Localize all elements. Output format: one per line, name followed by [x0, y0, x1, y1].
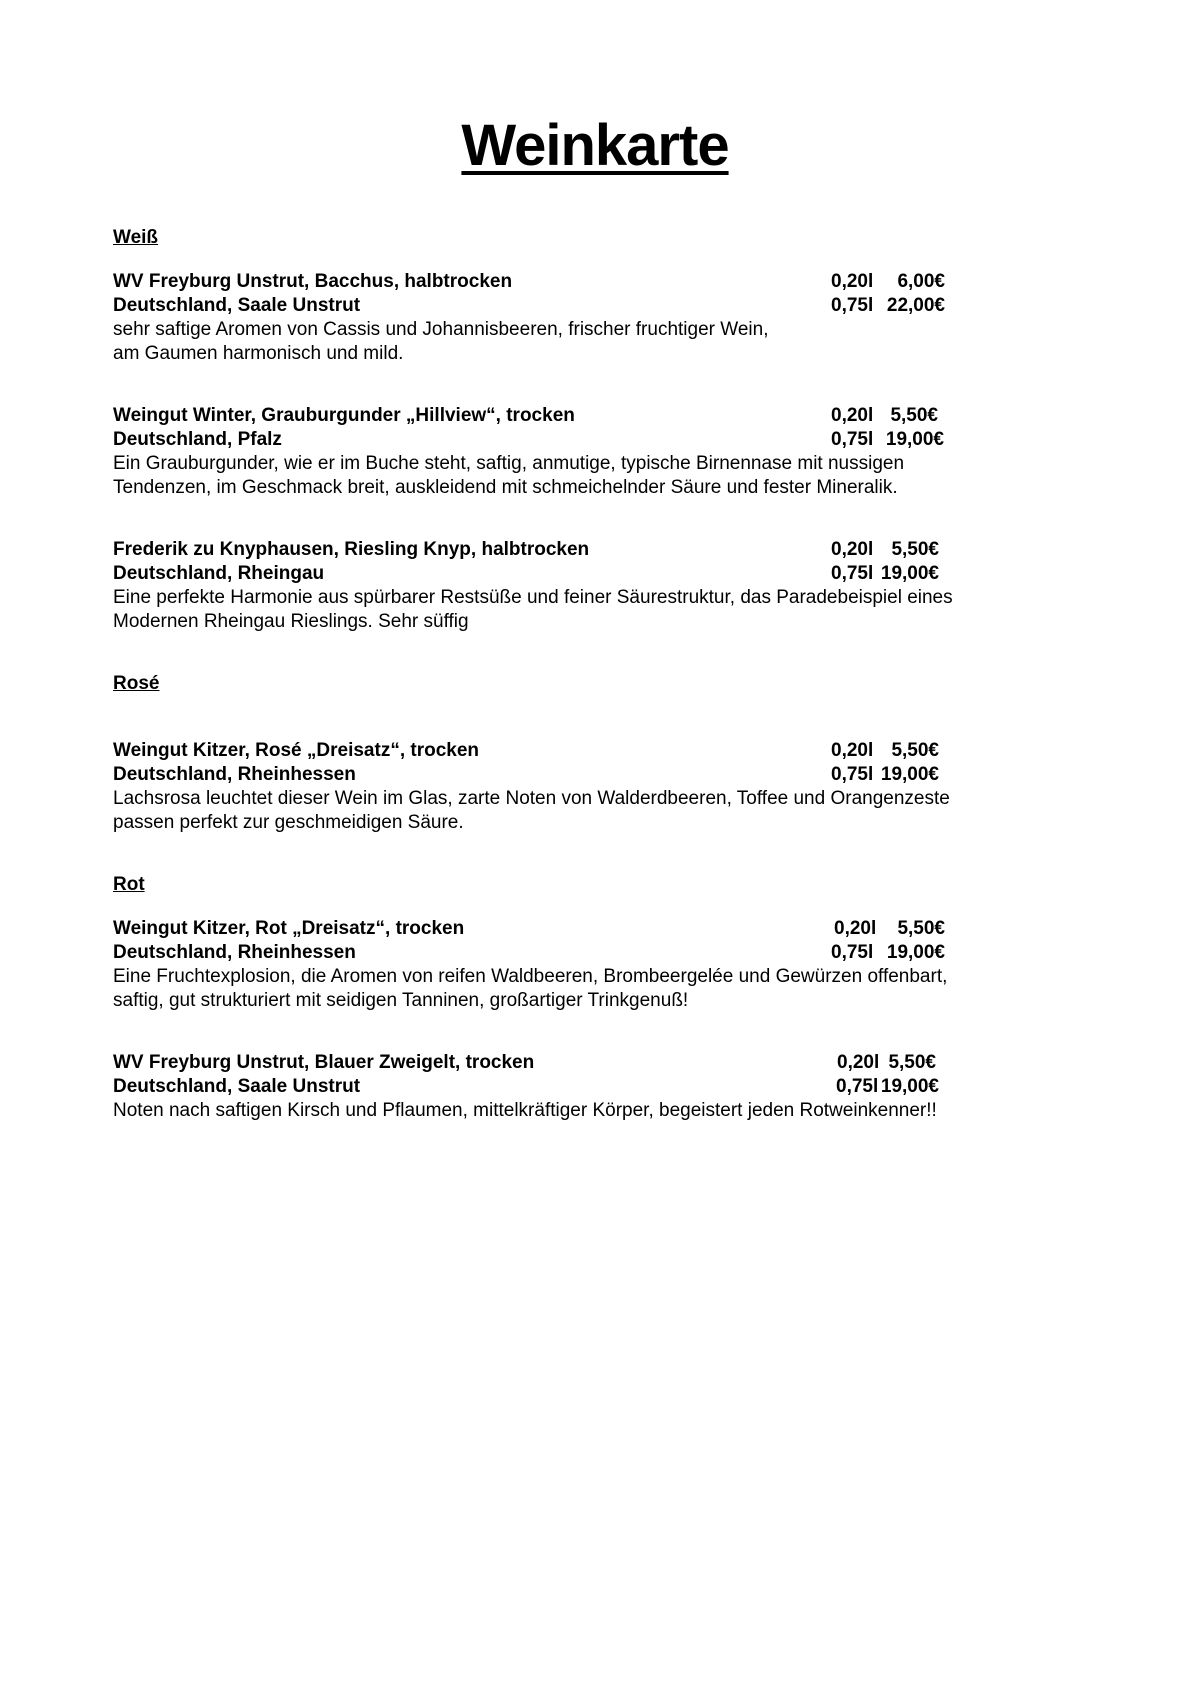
wine-description-line: saftig, gut strukturiert mit seidigen Tanninen, großartiger Trinkgenuß! [113, 990, 689, 1011]
section-title-weiss: Weiß [113, 227, 159, 248]
wine-name-row [113, 538, 1033, 562]
wine-entry [113, 739, 1033, 835]
price-large: 19,00€ [885, 429, 944, 450]
wine-origin-row [113, 294, 1033, 318]
volume-small: 0,20l [837, 1052, 880, 1073]
price-small: 6,00€ [897, 271, 945, 292]
wine-name-row [113, 739, 1033, 763]
price-large: 19,00€ [886, 942, 945, 963]
wine-origin-row [113, 1075, 1033, 1099]
wine-entry [113, 1051, 1033, 1123]
wine-description-line: Eine perfekte Harmonie aus spürbarer Restsüße und feiner Säurestruktur, das Paradebeispiel eines [113, 587, 953, 608]
wine-name: WV Freyburg Unstrut, Blauer Zweigelt, trocken [113, 1052, 535, 1073]
wine-name-row [113, 1051, 1033, 1075]
wine-name-row [113, 270, 1033, 294]
volume-large: 0,75l [831, 295, 874, 316]
wine-name: Frederik zu Knyphausen, Riesling Knyp, halbtrocken [113, 539, 590, 560]
volume-large: 0,75l [831, 764, 874, 785]
wine-name: Weingut Kitzer, Rot „Dreisatz“, trocken [113, 918, 465, 939]
price-small: 5,50€ [891, 539, 939, 560]
wine-origin-row [113, 562, 1033, 586]
wine-description-line: passen perfekt zur geschmeidigen Säure. [113, 812, 464, 833]
wine-origin: Deutschland, Rheinhessen [113, 942, 356, 963]
section-title-rose: Rosé [113, 673, 160, 694]
price-small: 5,50€ [890, 405, 938, 426]
volume-large: 0,75l [831, 942, 874, 963]
wine-description-line: Modernen Rheingau Rieslings. Sehr süffig [113, 611, 469, 632]
price-small: 5,50€ [897, 918, 945, 939]
wine-entry [113, 917, 1033, 1013]
price-large: 19,00€ [880, 764, 939, 785]
volume-small: 0,20l [831, 271, 874, 292]
wine-origin-row [113, 428, 1033, 452]
wine-origin: Deutschland, Rheinhessen [113, 764, 356, 785]
wine-description-line: Lachsrosa leuchtet dieser Wein im Glas, zarte Noten von Walderdbeeren, Toffee und Orangenzeste [113, 788, 950, 809]
wine-origin: Deutschland, Rheingau [113, 563, 325, 584]
wine-name-row [113, 404, 1033, 428]
volume-large: 0,75l [836, 1076, 879, 1097]
wine-name: Weingut Kitzer, Rosé „Dreisatz“, trocken [113, 740, 480, 761]
wine-description-line: Ein Grauburgunder, wie er im Buche steht, saftig, anmutige, typische Birnennase mit nussigen [113, 453, 905, 474]
volume-small: 0,20l [831, 405, 874, 426]
wine-origin: Deutschland, Pfalz [113, 429, 282, 450]
wine-origin: Deutschland, Saale Unstrut [113, 1076, 361, 1097]
wine-entry [113, 270, 1033, 366]
wine-description-line: Tendenzen, im Geschmack breit, auskleidend mit schmeichelnder Säure und fester Mineralik. [113, 477, 898, 498]
wine-name: Weingut Winter, Grauburgunder „Hillview“, trocken [113, 405, 575, 426]
volume-large: 0,75l [831, 563, 874, 584]
wine-name-row [113, 917, 1033, 941]
volume-small: 0,20l [831, 740, 874, 761]
wine-origin-row [113, 763, 1033, 787]
wine-description-line: sehr saftige Aromen von Cassis und Johannisbeeren, frischer fruchtiger Wein, [113, 319, 769, 340]
wine-entry [113, 538, 1033, 634]
price-large: 19,00€ [880, 1076, 939, 1097]
wine-entry [113, 404, 1033, 500]
page-title: Weinkarte [461, 113, 729, 178]
volume-small: 0,20l [831, 539, 874, 560]
price-small: 5,50€ [891, 740, 939, 761]
wine-origin-row [113, 941, 1033, 965]
volume-small: 0,20l [834, 918, 877, 939]
wine-name: WV Freyburg Unstrut, Bacchus, halbtrocken [113, 271, 513, 292]
wine-description-line: Eine Fruchtexplosion, die Aromen von reifen Waldbeeren, Brombeergelée und Gewürzen offenbart, [113, 966, 948, 987]
price-small: 5,50€ [888, 1052, 936, 1073]
wine-description-line: am Gaumen harmonisch und mild. [113, 343, 404, 364]
price-large: 19,00€ [880, 563, 939, 584]
wine-description-line: Noten nach saftigen Kirsch und Pflaumen, mittelkräftiger Körper, begeistert jeden Rotweinkenner!! [113, 1100, 937, 1121]
wine-origin: Deutschland, Saale Unstrut [113, 295, 361, 316]
price-large: 22,00€ [886, 295, 945, 316]
section-title-rot: Rot [113, 874, 145, 895]
volume-large: 0,75l [831, 429, 874, 450]
